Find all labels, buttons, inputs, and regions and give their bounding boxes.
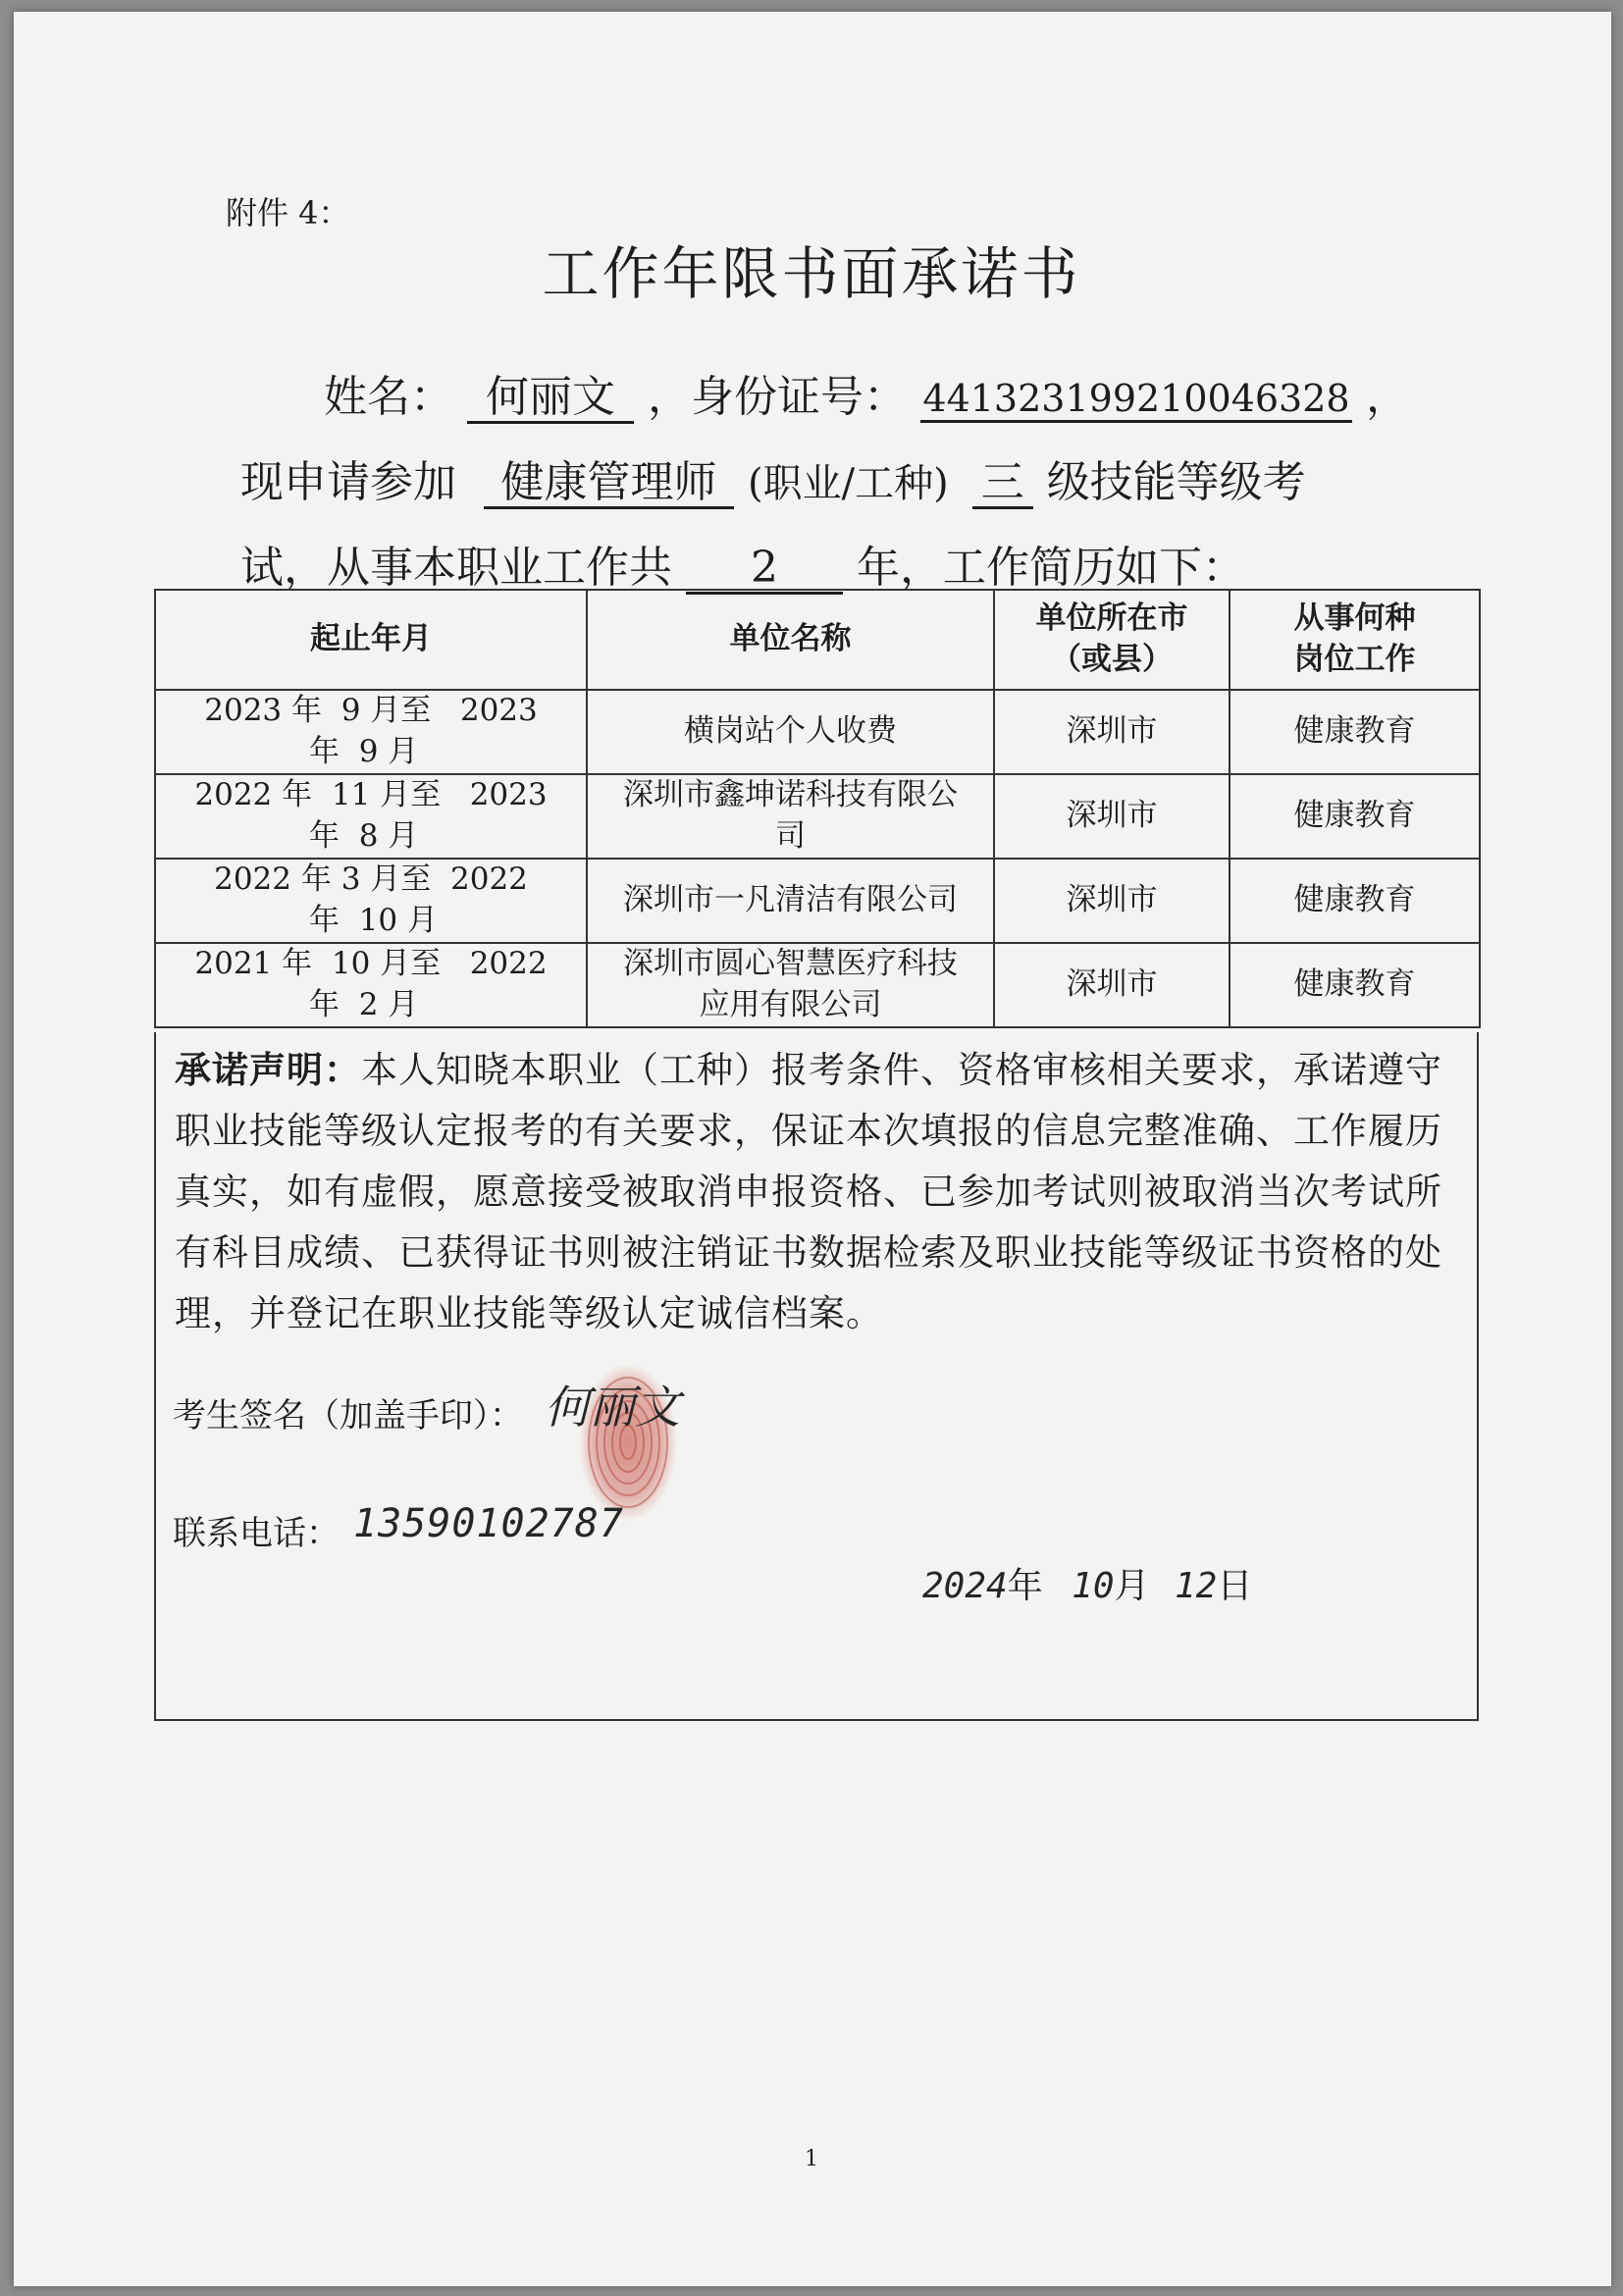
table-row: [155, 690, 1480, 774]
document-title: 工作年限书面承诺书: [542, 240, 1081, 307]
years-line: [240, 532, 1245, 595]
unit-cell: [587, 774, 994, 859]
table-row: [155, 774, 1480, 859]
date-month: 10: [1072, 1566, 1115, 1606]
application-line: [240, 446, 1306, 509]
period-cell: [155, 859, 587, 943]
work-history-table: [154, 589, 1481, 1028]
name-label: 姓名：: [324, 372, 453, 422]
id-number-value: 441323199210046328: [920, 379, 1352, 423]
period-line1: 2021 年 10 月至 2022: [194, 946, 548, 982]
occupation-type-label: (职业/工种): [748, 461, 949, 506]
unit-cell: [587, 690, 994, 774]
table-header-row: [155, 590, 1480, 690]
signature-handwriting: 何丽文: [545, 1381, 680, 1434]
period-line2: 年 10 月: [309, 903, 439, 938]
line1-end: ，: [1366, 372, 1409, 422]
date-line: [922, 1558, 1252, 1608]
header-post-line1: 从事何种: [1293, 600, 1416, 637]
years-suffix: 年，工作简历如下：: [857, 543, 1245, 593]
unit-line1: 深圳市圆心智慧医疗科技: [623, 946, 958, 982]
years-prefix: 试，从事本职业工作共: [240, 543, 672, 593]
post-cell: 健康教育: [1230, 859, 1480, 943]
period-cell: [155, 690, 587, 774]
date-day-unit: 日: [1217, 1566, 1253, 1606]
post-cell: 健康教育: [1230, 943, 1480, 1027]
period-cell: [155, 774, 587, 859]
name-id-line: [324, 361, 1409, 424]
unit-cell: [587, 943, 994, 1027]
unit-line2: 应用有限公司: [699, 987, 882, 1022]
declaration-body: 本人知晓本职业（工种）报考条件、资格审核相关要求，承诺遵守职业技能等级认定报考的有关要求，保证本次填报的信息完整准确、工作履历真实，如有虚假，愿意接受被取消申报资格、已参加考试则被取消当次考试所有科目成绩、已获得证书则被注销证书数据检索及职业技能等级证书资格的处理，并登记在职业技能等级认定诚信档案。: [175, 1049, 1442, 1334]
apply-suffix: 级技能等级考: [1046, 457, 1306, 507]
date-month-unit: 月: [1114, 1566, 1150, 1606]
header-unit: 单位名称: [587, 590, 994, 690]
declaration-label: 承诺声明：: [175, 1049, 361, 1091]
phone-label: 联系电话：: [173, 1514, 340, 1553]
header-period: 起止年月: [155, 590, 587, 690]
declaration-text: [175, 1040, 1468, 1344]
years-value: 2: [686, 545, 843, 595]
unit-line1: 深圳市一凡清洁有限公司: [623, 882, 958, 918]
location-cell: 深圳市: [994, 774, 1230, 859]
unit-line1: 深圳市鑫坤诺科技有限公: [623, 777, 958, 813]
period-line1: 2023 年 9 月至 2023: [204, 693, 538, 729]
header-post: [1230, 590, 1480, 690]
period-line2: 年 2 月: [309, 987, 419, 1022]
date-year: 2024: [922, 1566, 1008, 1606]
attachment-label: 附件 4：: [226, 194, 350, 232]
period-line2: 年 8 月: [309, 818, 419, 854]
location-cell: 深圳市: [994, 943, 1230, 1027]
date-year-unit: 年: [1007, 1566, 1043, 1606]
phone-handwriting: 13590102787: [353, 1501, 624, 1546]
unit-line1: 横岗站个人收费: [684, 713, 897, 750]
post-cell: 健康教育: [1230, 774, 1480, 859]
header-location: [994, 590, 1230, 690]
header-location-line1: 单位所在市: [1035, 600, 1188, 637]
period-line2: 年 9 月: [309, 734, 419, 769]
page-number: 1: [805, 2147, 818, 2171]
header-location-line2: （或县）: [1051, 642, 1173, 677]
unit-cell: [587, 859, 994, 943]
period-line1: 2022 年 3 月至 2022: [214, 861, 528, 898]
unit-line2: 司: [775, 818, 806, 854]
period-line1: 2022 年 11 月至 2023: [194, 777, 548, 813]
post-cell: 健康教育: [1230, 690, 1480, 774]
table-row: [155, 943, 1480, 1027]
location-cell: 深圳市: [994, 859, 1230, 943]
table-row: [155, 859, 1480, 943]
date-day: 12: [1175, 1566, 1218, 1606]
level-value: 三: [972, 459, 1033, 509]
apply-prefix: 现申请参加: [240, 457, 456, 507]
period-cell: [155, 943, 587, 1027]
location-cell: 深圳市: [994, 690, 1230, 774]
occupation-value: 健康管理师: [484, 459, 734, 509]
id-label: ，身份证号：: [648, 372, 907, 422]
name-value: 何丽文: [467, 374, 634, 424]
signature-label: 考生签名（加盖手印）：: [173, 1396, 523, 1435]
header-post-line2: 岗位工作: [1293, 642, 1416, 677]
